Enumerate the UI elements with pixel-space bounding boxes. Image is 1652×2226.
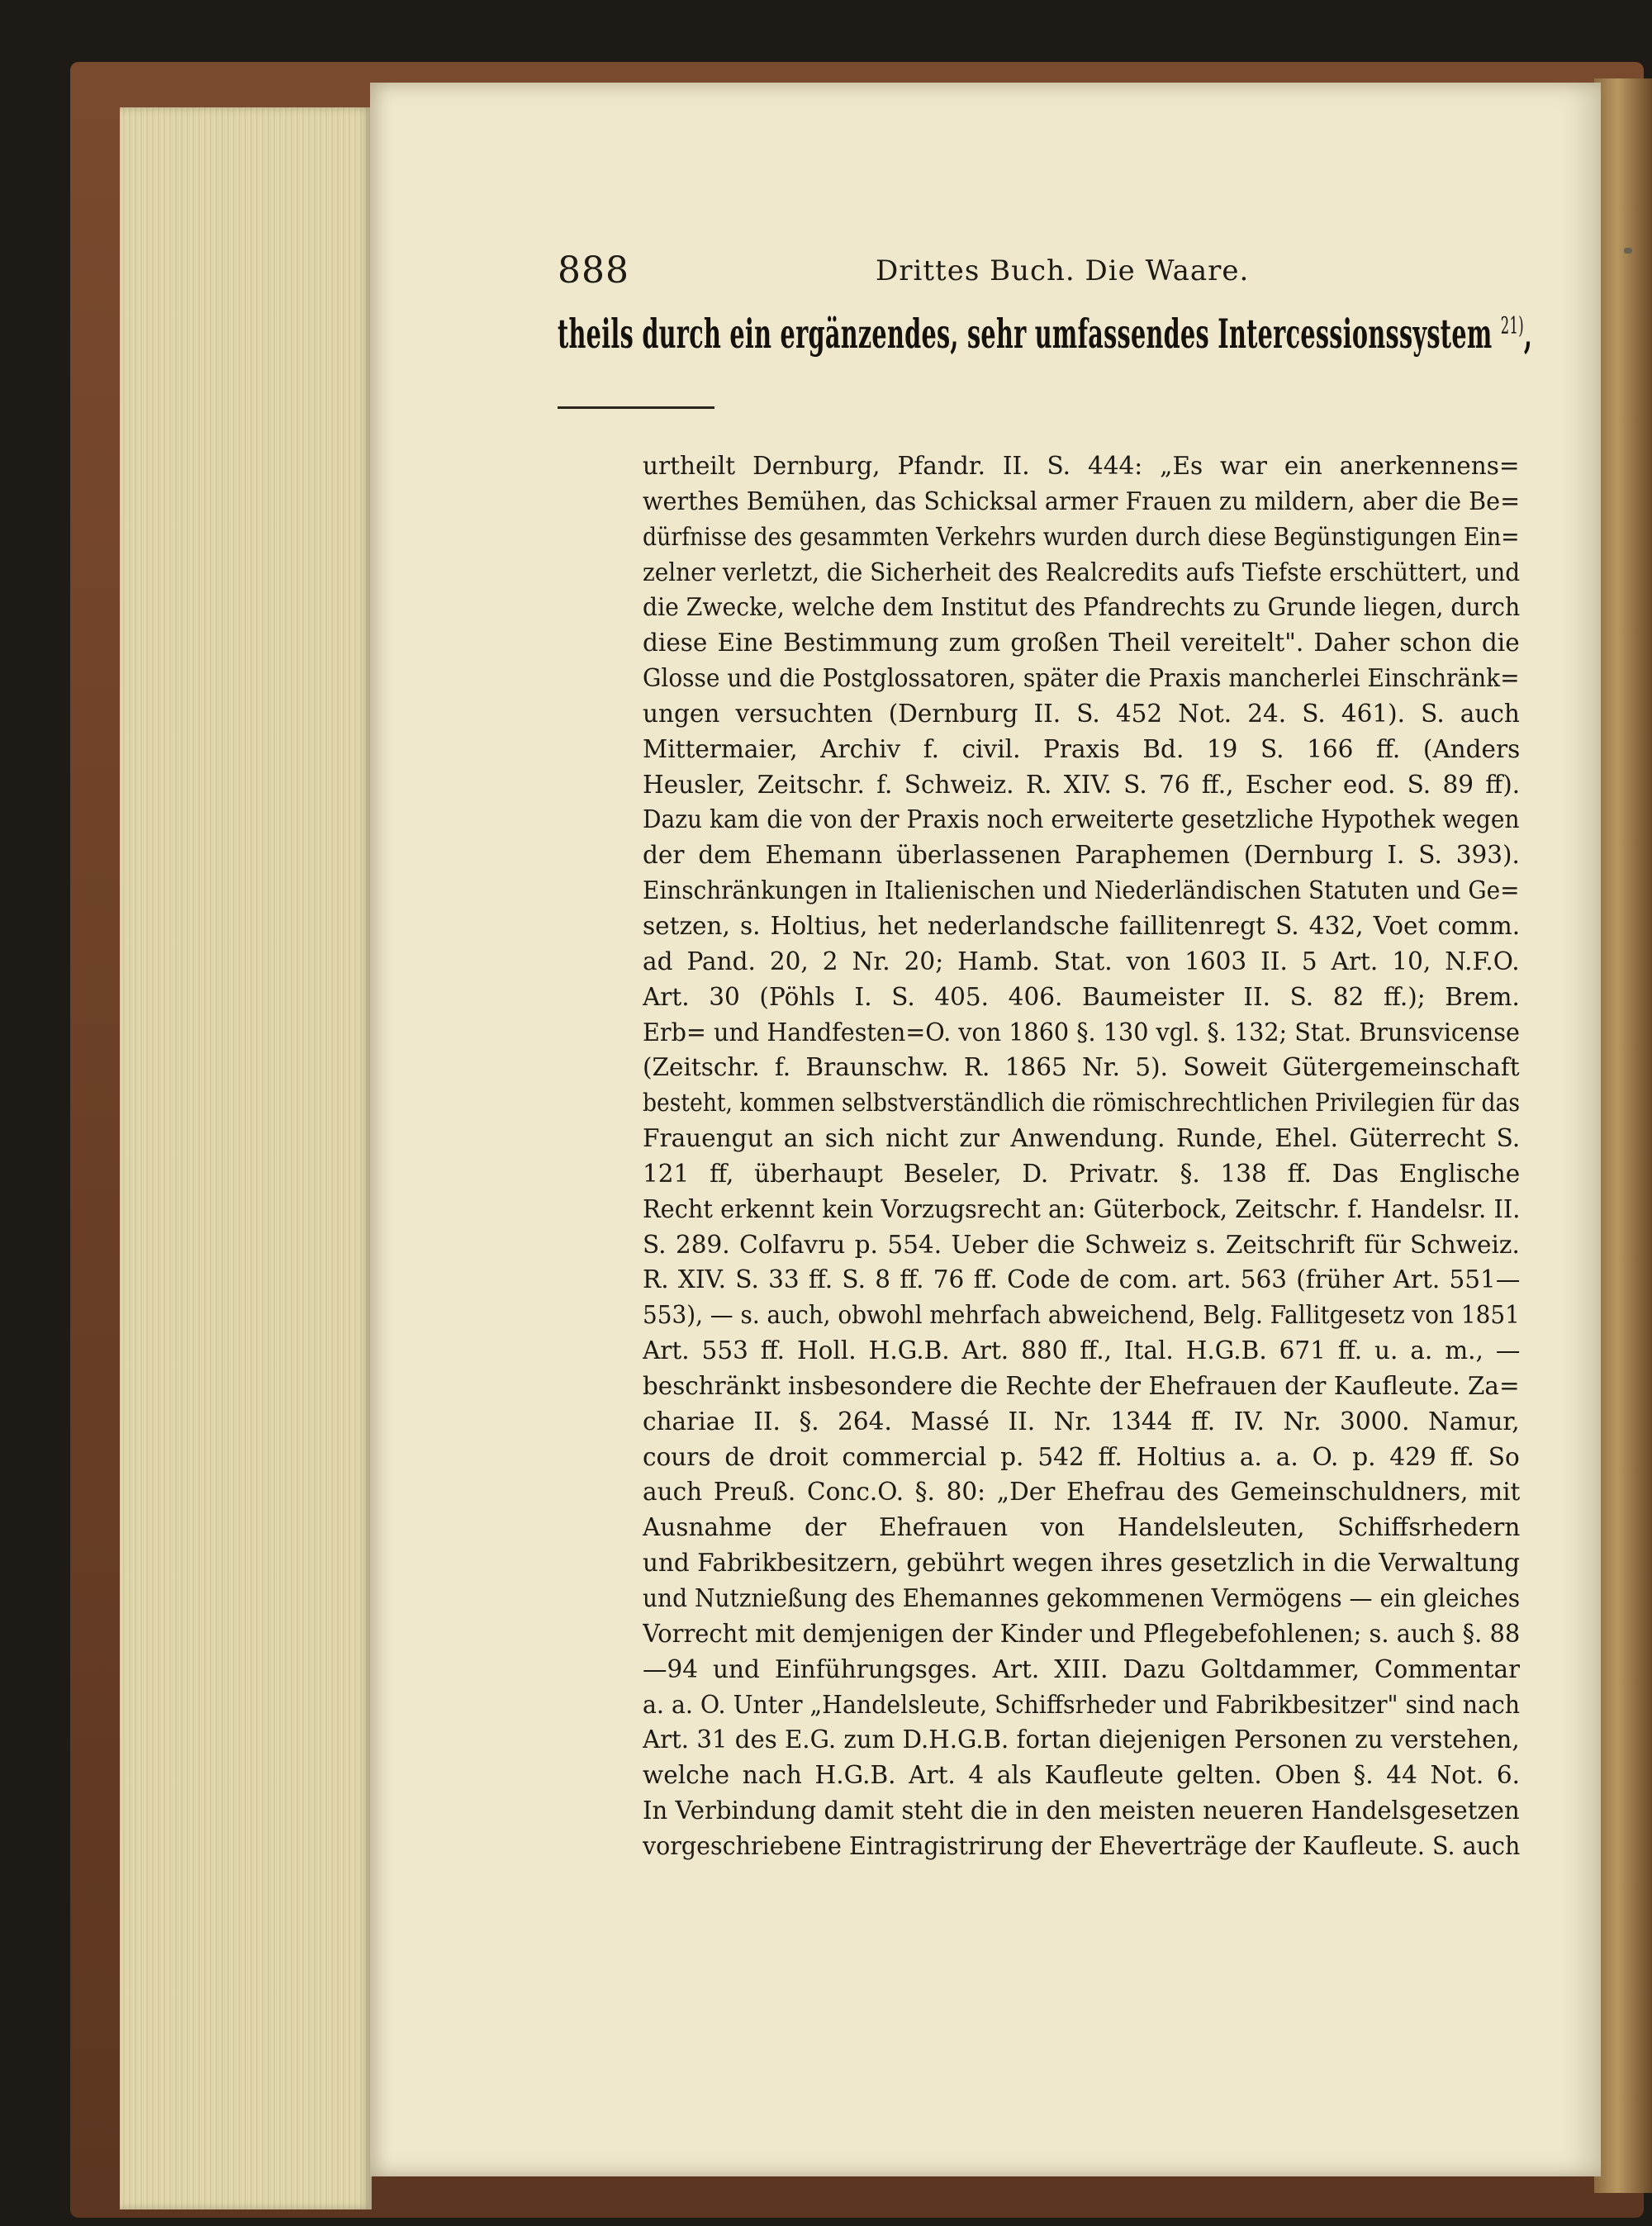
footnote-line — [643, 1758, 1520, 1793]
footnote-line-text: R. XIV. S. 33 ff. S. 8 ff. 76 ff. Code de com. art. 563 (früher Art. 551— — [643, 1265, 1520, 1294]
footnote-line-text: setzen, s. Holtius, het nederlandsche faillitenregt S. 432, Voet comm. — [643, 911, 1520, 940]
footnote-line — [643, 802, 1520, 838]
footnote-line-text: Frauengut an sich nicht zur Anwendung. Runde, Ehel. Güterrecht S. — [643, 1124, 1520, 1153]
footnote-line-text: diese Eine Bestimmung zum großen Theil vereitelt". Daher schon die — [643, 629, 1520, 657]
footnote-line — [643, 1722, 1520, 1758]
footnote-line — [643, 1369, 1520, 1404]
footnote-line-text: Ausnahme der Ehefrauen von Handelsleuten, Schiffsrhedern — [643, 1513, 1520, 1542]
footnote-line — [643, 1652, 1520, 1687]
footnote-line-text: 121 ff, überhaupt Beseler, D. Privatr. §. 138 ff. Das Englische — [643, 1159, 1520, 1188]
footnote-line-text: die Zwecke, welche dem Institut des Pfandrechts zu Grunde liegen, durch — [643, 593, 1520, 622]
footnote-line-text: Heusler, Zeitschr. f. Schweiz. R. XIV. S. 76 ff., Escher eod. S. 89 ff). — [643, 770, 1520, 799]
footnote-line — [643, 1404, 1520, 1440]
footnote-line-text: Erb= und Handfesten=O. von 1860 §. 130 vgl. §. 132; Stat. Brunsvicense — [643, 1018, 1520, 1047]
footnote-line — [643, 1510, 1520, 1545]
footnote-block — [643, 449, 1520, 1864]
footnote-line — [643, 732, 1520, 767]
footnote-line — [643, 1829, 1520, 1864]
footnote-line-text: Einschränkungen in Italienischen und Niederländischen Statuten und Ge= — [643, 876, 1520, 905]
footnote-line — [643, 767, 1520, 803]
footnote-line — [643, 590, 1520, 625]
book-gutter — [1594, 78, 1652, 2193]
footnote-line-text: Art. 31 des E.G. zum D.H.G.B. fortan diejenigen Personen zu verstehen, — [643, 1725, 1520, 1754]
footnote-line-text: (Zeitschr. f. Braunschw. R. 1865 Nr. 5). Soweit Gütergemeinschaft — [643, 1053, 1520, 1082]
footnote-line — [643, 944, 1520, 980]
footnote-line-text: werthes Bemühen, das Schicksal armer Frauen zu mildern, aber die Be= — [643, 486, 1520, 515]
footnote-line-text: Vorrecht mit demjenigen der Kinder und Pflegebefohlenen; s. auch §. 88 — [643, 1619, 1520, 1648]
footnote-line-text: besteht, kommen selbstverständlich die römischrechtlichen Privilegien für das — [643, 1089, 1520, 1118]
footnote-line-text: und Fabrikbesitzern, gebührt wegen ihres gesetzlich in die Verwaltung — [643, 1549, 1520, 1578]
footnote-line-text: chariae II. §. 264. Massé II. Nr. 1344 ff. IV. Nr. 3000. Namur, — [643, 1407, 1520, 1436]
page-edges — [120, 107, 372, 2209]
footnote-line — [643, 838, 1520, 873]
footnote-line — [643, 1545, 1520, 1581]
footnote-line-text: Mittermaier, Archiv f. civil. Praxis Bd. 19 S. 166 ff. (Anders — [643, 734, 1520, 763]
footnote-line-text: In Verbindung damit steht die in den meisten neueren Handelsgesetzen — [643, 1796, 1520, 1825]
footnote-line — [643, 1581, 1520, 1616]
footnote-line — [643, 1474, 1520, 1510]
footnote-line-text: cours de droit commercial p. 542 ff. Holtius a. a. O. p. 429 ff. So — [643, 1442, 1520, 1471]
footnote-line — [643, 1227, 1520, 1263]
footnote-line — [643, 1262, 1520, 1298]
footnote-line — [643, 696, 1520, 732]
footnote-line-text: —94 und Einführungsges. Art. XIII. Dazu Goltdammer, Commentar — [643, 1654, 1520, 1683]
footnote-line-text: ungen versuchten (Dernburg II. S. 452 Not. 24. S. 461). S. auch — [643, 699, 1520, 728]
footnote-line — [643, 1333, 1520, 1369]
footnote-line-text: urtheilt Dernburg, Pfandr. II. S. 444: „Es war ein anerkennens= — [643, 452, 1520, 480]
footnote-line — [643, 1192, 1520, 1227]
footnote-line — [643, 625, 1520, 661]
page-number: 888 — [558, 249, 629, 292]
footnote-line — [643, 1121, 1520, 1156]
footnote-line-text: Recht erkennt kein Vorzugsrecht an: Güterbock, Zeitschr. f. Handelsr. II. — [643, 1194, 1520, 1223]
footnote-line — [643, 661, 1520, 696]
footnote-line-text: dürfnisse des gesammten Verkehrs wurden durch diese Begünstigungen Ein= — [643, 522, 1520, 551]
footnote-line-text: ad Pand. 20, 2 Nr. 20; Hamb. Stat. von 1603 II. 5 Art. 10, N.F.O. — [643, 947, 1520, 975]
footnote-line-text: der dem Ehemann überlassenen Paraphemen (Dernburg I. S. 393). — [643, 841, 1520, 870]
footnote-ref: 21) — [1500, 311, 1524, 339]
footnote-line-text: vorgeschriebene Eintragistrirung der Eheverträge der Kaufleute. S. auch — [643, 1831, 1520, 1860]
footnote-line — [643, 1440, 1520, 1475]
footnote-line-text: Art. 553 ff. Holl. H.G.B. Art. 880 ff., Ital. H.G.B. 671 ff. u. a. m., — — [643, 1336, 1520, 1365]
footnote-line — [643, 980, 1520, 1015]
footnote-line — [643, 484, 1520, 520]
footnote-line — [643, 555, 1520, 591]
footnote-line — [643, 1050, 1520, 1085]
running-head: Drittes Buch. Die Waare. — [876, 254, 1250, 287]
footnote-line — [643, 520, 1520, 555]
footnote-line-text: auch Preuß. Conc.O. §. 80: „Der Ehefrau des Gemeinschuldners, mit — [643, 1478, 1520, 1507]
ink-speck — [1624, 248, 1632, 254]
footnote-line-text: S. 289. Colfavru p. 554. Ueber die Schweiz s. Zeitschrift für Schweiz. — [643, 1230, 1520, 1259]
footnote-line — [643, 1156, 1520, 1192]
footnote-line-text: Art. 30 (Pöhls I. S. 405. 406. Baumeister II. S. 82 ff.); Brem. — [643, 982, 1520, 1011]
footnote-rule — [558, 406, 714, 409]
footnote-line-text: welche nach H.G.B. Art. 4 als Kaufleute gelten. Oben §. 44 Not. 6. — [643, 1761, 1520, 1790]
main-text: theils durch ein ergänzendes, sehr umfassendes Intercessionssystem — [558, 310, 1493, 358]
footnote-line-text: zelner verletzt, die Sicherheit des Realcredits aufs Tiefste erschüttert, und — [643, 558, 1520, 586]
footnote-line-text: und Nutznießung des Ehemannes gekommenen Vermögens — ein gleiches — [643, 1584, 1520, 1612]
footnote-line — [643, 909, 1520, 944]
footnote-line-text: 553), — s. auch, obwohl mehrfach abweichend, Belg. Fallitgesetz von 1851 — [643, 1301, 1520, 1330]
footnote-line — [643, 1015, 1520, 1051]
footnote-line — [643, 449, 1520, 484]
footnote-line — [643, 1298, 1520, 1333]
footnote-line — [643, 1687, 1520, 1723]
footnote-line — [643, 1085, 1520, 1121]
main-text-tail: , — [1523, 310, 1533, 358]
footnote-line-text: Dazu kam die von der Praxis noch erweiterte gesetzliche Hypothek wegen — [643, 805, 1520, 834]
main-text-line — [558, 310, 1533, 358]
footnote-line — [643, 1616, 1520, 1652]
footnote-line-text: a. a. O. Unter „Handelsleute, Schiffsrheder und Fabrikbesitzer" sind nach — [643, 1690, 1520, 1719]
footnote-line-text: beschränkt insbesondere die Rechte der Ehefrauen der Kaufleute. Za= — [643, 1371, 1520, 1400]
footnote-line — [643, 1793, 1520, 1829]
footnote-line-text: Glosse und die Postglossatoren, später die Praxis mancherlei Einschränk= — [643, 664, 1520, 693]
footnote-line — [643, 873, 1520, 909]
page-header — [558, 249, 1532, 299]
